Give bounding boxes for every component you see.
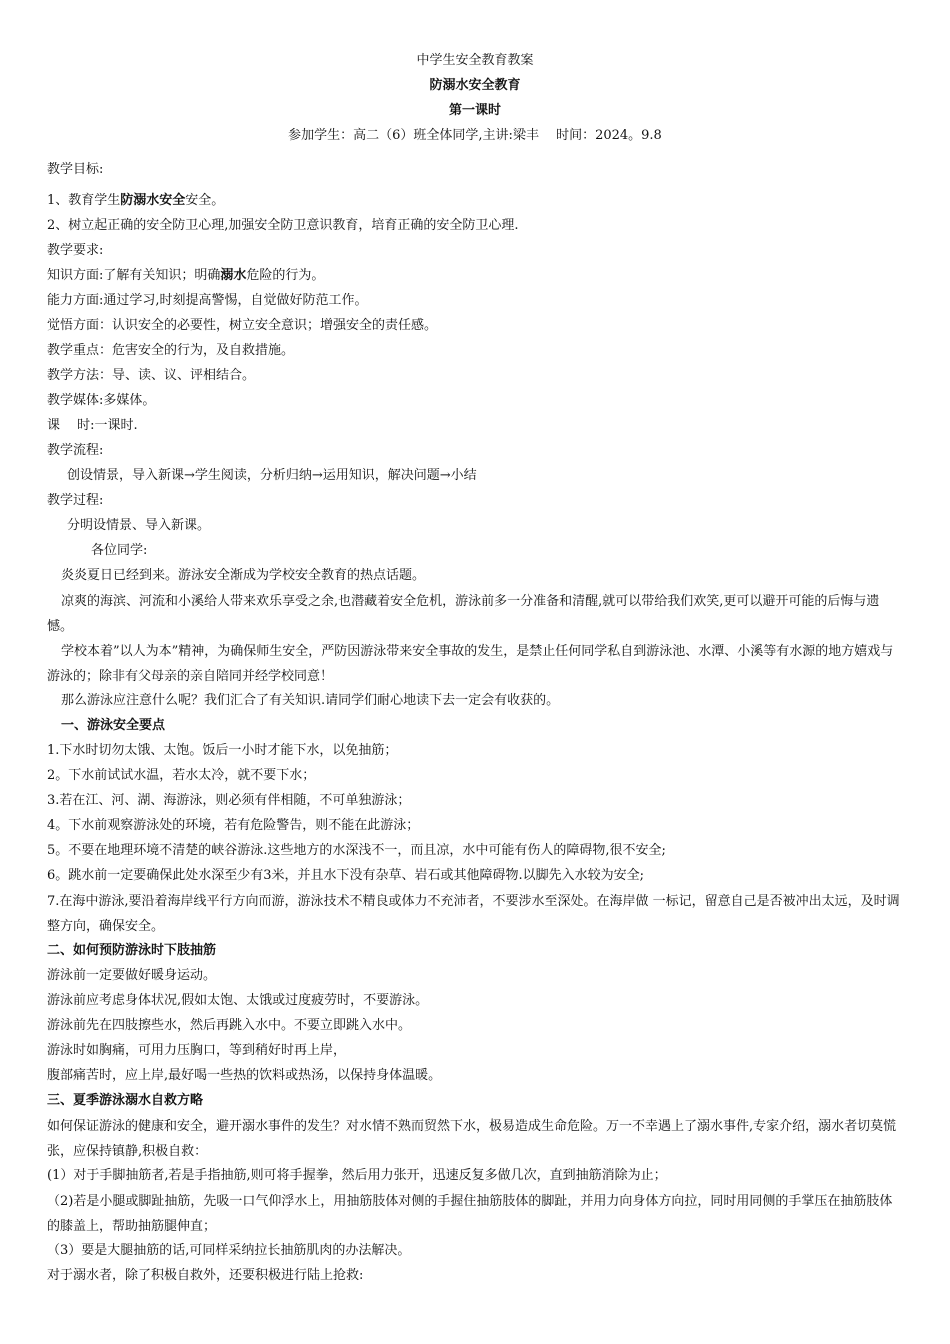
intro-paragraph-4: 那么游泳应注意什么呢？我们汇合了有关知识.请同学们耐心地读下去一定会有收获的。 <box>61 693 560 708</box>
objective-2: 2、树立起正确的安全防卫心理,加强安全防卫意识教育，培育正确的安全防卫心理. <box>47 218 519 233</box>
section-2-item-4: 游泳时如胸痛，可用力压胸口，等到稍好时再上岸， <box>47 1043 347 1058</box>
teaching-method: 教学方法：导、读、议、评相结合。 <box>47 368 256 383</box>
document-type: 中学生安全教育教案 <box>416 53 534 68</box>
section-2-item-2: 游泳前应考虑身体状况,假如太饱、太饿或过度疲劳时，不要游泳。 <box>47 993 429 1008</box>
section-2-item-5: 腹部痛苦时，应上岸,最好喝一些热的饮料或热汤，以保持身体温暖。 <box>47 1068 442 1083</box>
section-3-closing: 对于溺水者，除了积极自救外，还要积极进行陆上抢救: <box>47 1268 364 1283</box>
section-2-heading: 二、如何预防游泳时下肢抽筋 <box>47 943 217 958</box>
section-1-item-3: 3.若在江、河、湖、海游泳，则必须有伴相随，不可单独游泳； <box>47 793 411 808</box>
section-1-item-1: 1.下水时切勿太饿、太饱。饭后一小时才能下水，以免抽筋； <box>47 743 398 758</box>
intro-paragraph-2: 凉爽的海滨、河流和小溪给人带来欢乐享受之余,也潜藏着安全危机，游泳前多一分准备和清醒,就可以带给我们欢笑,更可以避开可能的后悔与遗憾。 <box>47 594 880 634</box>
process-step: 分明设情景、导入新课。 <box>67 518 211 533</box>
knowledge-prefix: 知识方面:了解有关知识；明确 <box>47 268 221 283</box>
section-3-intro: 如何保证游泳的健康和安全，避开溺水事件的发生？对水情不熟而贸然下水，极易造成生命危险。万一不幸遇上了溺水事件,专家介绍，溺水者切莫慌张，应保持镇静,积极自救： <box>47 1119 897 1159</box>
teaching-flow: 创设情景，导入新课→学生阅读，分析归纳→运用知识，解决问题→小结 <box>67 468 477 483</box>
section-2-item-3: 游泳前先在四肢擦些水，然后再跳入水中。不要立即跳入水中。 <box>47 1018 412 1033</box>
section-1-item-4: 4。下水前观察游泳处的环境，若有危险警告，则不能在此游泳； <box>47 818 420 833</box>
objective-1-prefix: 1、教育学生 <box>47 193 121 208</box>
requirement-knowledge <box>47 267 324 285</box>
requirement-ability: 能力方面:通过学习,时刻提高警惕，自觉做好防范工作。 <box>47 293 368 308</box>
section-3-heading: 三、夏季游泳溺水自救方略 <box>47 1093 204 1108</box>
section-1-item-2: 2。下水前试试水温，若水太冷，就不要下水； <box>47 768 316 783</box>
greeting: 各位同学: <box>91 543 148 558</box>
document-title: 防溺水安全教育 <box>429 78 521 93</box>
knowledge-suffix: 危险的行为。 <box>246 268 325 283</box>
teaching-media: 教学媒体:多媒体。 <box>47 393 156 408</box>
section-1-item-7: 7.在海中游泳,要沿着海岸线平行方向而游，游泳技术不精良或体力不充沛者，不要涉水至深处。在海岸做 一标记，留意自己是否被冲出太远，及时调整方向，确保安全。 <box>47 894 900 934</box>
objective-1-bold: 防溺水安全 <box>120 193 186 208</box>
requirements-heading: 教学要求: <box>47 243 104 258</box>
section-2-item-1: 游泳前一定要做好暖身运动。 <box>47 968 217 983</box>
section-1-heading: 一、游泳安全要点 <box>61 718 166 733</box>
teaching-focus: 教学重点：危害安全的行为，及自救措施。 <box>47 343 295 358</box>
section-1-item-6: 6。跳水前一定要确保此处水深至少有3米，并且水下没有杂草、岩石或其他障碍物.以脚先入水较为安全; <box>47 868 645 883</box>
lesson-meta: 参加学生：高二（6）班全体同学,主讲:梁丰 时间：2024。9.8 <box>288 128 662 143</box>
intro-paragraph-1: 炎炎夏日已经到来。游泳安全渐成为学校安全教育的热点话题。 <box>61 568 426 583</box>
objective-1-suffix: 安全。 <box>185 193 225 208</box>
requirement-awareness: 觉悟方面：认识安全的必要性，树立安全意识；增强安全的责任感。 <box>47 318 438 333</box>
lesson-label: 第一课时 <box>448 103 501 118</box>
knowledge-bold: 溺水 <box>220 268 247 283</box>
objectives-heading: 教学目标: <box>47 162 104 177</box>
section-3-item-3: （3）要是大腿抽筋的话,可同样采纳拉长抽筋肌肉的办法解决。 <box>47 1243 411 1258</box>
objective-1 <box>47 192 224 210</box>
section-1-item-5: 5。不要在地理环境不清楚的峡谷游泳.这些地方的水深浅不一，而且凉，水中可能有伤人的障碍物,很不安全; <box>47 843 666 858</box>
flow-heading: 教学流程: <box>47 443 104 458</box>
section-3-item-1: (1）对于手脚抽筋者,若是手指抽筋,则可将手握拳，然后用力张开，迅速反复多做几次，直到抽筋消除为止； <box>47 1168 667 1183</box>
section-3-item-2: （2)若是小腿或脚趾抽筋，先吸一口气仰浮水上，用抽筋肢体对侧的手握住抽筋肢体的脚趾，并用力向身体方向拉，同时用同侧的手掌压在抽筋肢体的膝盖上，帮助抽筋腿伸直； <box>47 1194 893 1234</box>
process-heading: 教学过程: <box>47 493 104 508</box>
class-period: 课 时:一课时. <box>47 418 138 433</box>
intro-paragraph-3: 学校本着”以人为本”精神，为确保师生安全，严防因游泳带来安全事故的发生，是禁止任何同学私自到游泳池、水潭、小溪等有水源的地方嬉戏与游泳的；除非有父母亲的亲自陪同并经学校同意！ <box>47 644 894 684</box>
